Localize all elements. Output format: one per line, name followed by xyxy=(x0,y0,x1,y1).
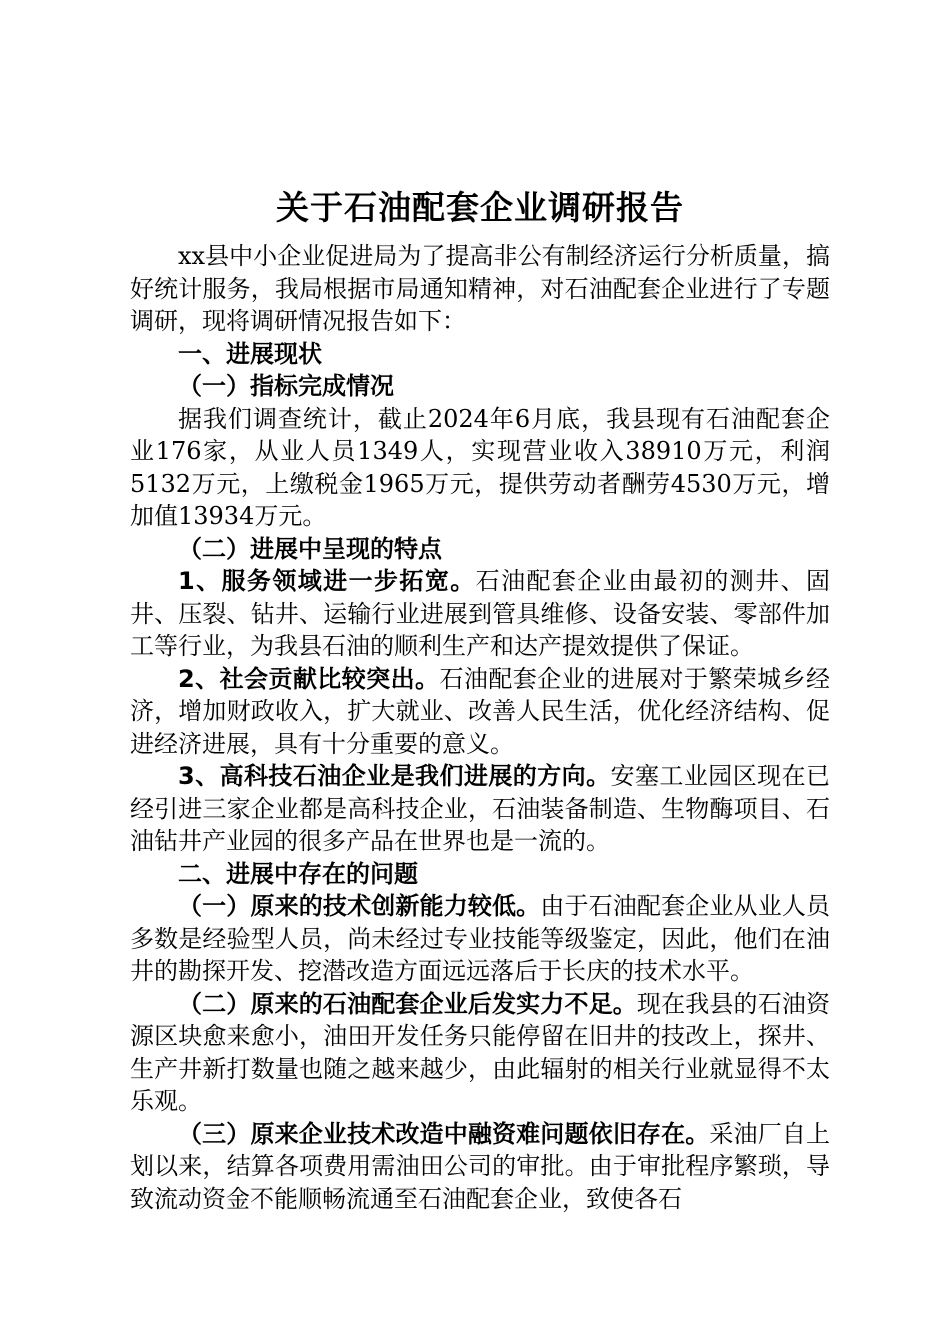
section1-sub1-text: 据我们调查统计，截止2024年6月底，我县现有石油配套企业176家，从业人员1349人，实现营业收入38910万元，利润5132万元，上缴税金1965万元，提供劳动者酬劳4530万元，增加值13934万元。 xyxy=(130,404,830,530)
feature-item-3-lead: 3、高科技石油企业是我们进展的方向。 xyxy=(178,762,611,790)
section2-heading: 二、进展中存在的问题 xyxy=(178,859,418,888)
feature-item-3 xyxy=(130,760,830,858)
feature-item-3-text: 安塞工业园区现在已经引进三家企业都是高科技企业，石油装备制造、生物酶项目、石油钻井产业园的很多产品在世界也是一流的。 xyxy=(130,762,831,855)
feature-item-1 xyxy=(130,565,830,663)
intro-paragraph: xx县中小企业促进局为了提高非公有制经济运行分析质量，搞好统计服务，我局根据市局通知精神，对石油配套企业进行了专题调研，现将调研情况报告如下： xyxy=(130,242,830,335)
document-title: 关于石油配套企业调研报告 xyxy=(276,188,684,227)
section1-heading: 一、进展现状 xyxy=(178,339,322,368)
problem-item-2-lead: （二）原来的石油配套企业后发实力不足。 xyxy=(178,989,637,1018)
section1-sub1-heading: （一）指标完成情况 xyxy=(178,372,394,400)
feature-item-2-text: 石油配套企业的进展对于繁荣城乡经济，增加财政收入，扩大就业、改善人民生活，优化经济结构、促进经济进展，具有十分重要的意义。 xyxy=(130,664,831,758)
problem-item-1-lead: （一）原来的技术创新能力较低。 xyxy=(178,892,541,920)
document-page xyxy=(130,186,830,1215)
problem-item-1-text: 由于石油配套企业从业人员多数是经验型人员，尚未经过专业技能等级鉴定，因此，他们在油井的勘探开发、挖潜改造方面远远落后于长庆的技术水平。 xyxy=(130,892,831,985)
problem-item-3 xyxy=(130,1118,830,1216)
problem-item-3-text: 采油厂自上划以来，结算各项费用需油田公司的审批。由于审批程序繁琐，导致流动资金不能顺畅流通至石油配套企业，致使各石 xyxy=(130,1119,831,1213)
problem-item-2-text: 现在我县的石油资源区块愈来愈小，油田开发任务只能停留在旧井的技改上，探井、生产井新打数量也随之越来越少，由此辐射的相关行业就显得不太乐观。 xyxy=(130,989,830,1115)
problem-item-3-lead: （三）原来企业技术改造中融资难问题依旧存在。 xyxy=(178,1119,710,1148)
problem-item-1 xyxy=(130,890,830,988)
feature-item-2-lead: 2、社会贡献比较突出。 xyxy=(178,664,440,693)
feature-item-2 xyxy=(130,663,830,761)
feature-item-1-lead: 1、服务领域进一步拓宽。 xyxy=(178,567,476,595)
problem-item-2 xyxy=(130,988,830,1118)
feature-item-1-text: 石油配套企业由最初的测井、固井、压裂、钻井、运输行业进展到管具维修、设备安装、零部件加工等行业，为我县石油的顺利生产和达产提效提供了保证。 xyxy=(130,567,831,660)
section1-sub2-heading: （二）进展中呈现的特点 xyxy=(178,534,442,563)
